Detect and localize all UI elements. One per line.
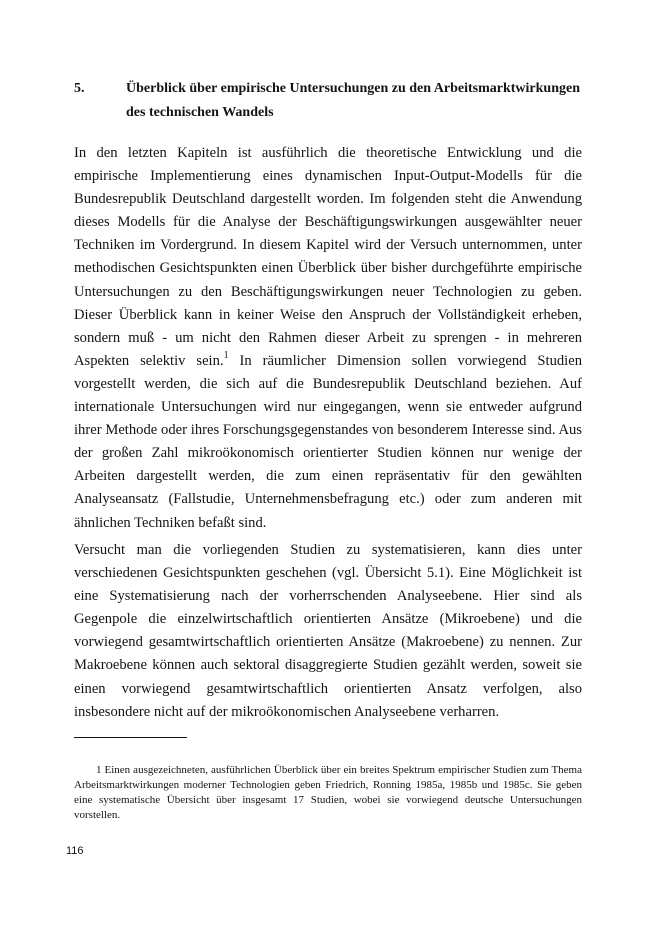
body-paragraph-1	[74, 142, 582, 535]
footnote-mark: 1	[96, 764, 102, 776]
footnote-text: Einen ausgezeichneten, ausführlichen Überblick über ein breites Spektrum empirischer Studien zum Thema Arbeitsmarktwirkungen moderner Technologien geben Friedrich, Ronning 1985a, 1985b und 1985c. Sie geben eine systematische Übersicht über insgesamt 17 Studien, wobei sie vorwiegend deutsche Untersuchungen vorstellen.	[74, 764, 582, 821]
page-number: 116	[66, 845, 84, 857]
paragraph-1-text-b: In räumlicher Dimension sollen vorwiegend Studien vorgestellt werden, die sich auf die Bundesrepublik Deutschland beziehen. Auf internationale Untersuchungen wird nur eingegangen, wenn sie entweder aufgrund ihrer Methode oder ihres Forschungsgegenstandes von besonderem Interesse sind. Aus der großen Zahl mikroökonomisch orientierter Studien können nur wenige der Arbeiten dargestellt werden, die zum einen repräsentativ für den gewählten Analyseansatz (Fallstudie, Unternehmensbefragung etc.) oder zum anderen mit ähnlichen Techniken befaßt sind.	[74, 352, 582, 531]
footnote-separator	[74, 737, 187, 738]
body-paragraph-2: Versucht man die vorliegenden Studien zu systematisieren, kann dies unter verschiedenen Gesichtspunkten geschehen (vgl. Übersicht 5.1). Eine Möglichkeit ist eine Systematisierung nach der vorherrschenden Analyseebene. Hier sind als Gegenpole die einzelwirtschaftlich orientierten Ansätze (Mikroebene) und die vorwiegend gesamtwirtschaftlich orientierten Ansätze (Makroebene) zu nennen. Zur Makroebene können auch sektoral disaggregierte Studien gezählt werden, soweit sie einen vorwiegend gesamtwirtschaftlich orientierten Ansatz verfolgen, also insbesondere nicht auf der mikroökonomischen Analyseebene verharren.	[74, 542, 582, 720]
footnote	[74, 763, 582, 823]
footnote-reference: 1	[223, 349, 229, 361]
section-number: 5.	[74, 81, 85, 96]
paragraph-1-text-a: In den letzten Kapiteln ist ausführlich die theoretische Entwicklung und die empirische Implementierung eines dynamischen Input-Output-Modells für die Bundesrepublik Deutschland dargestellt worden. Im folgenden steht die Anwendung dieses Modells für die Analyse der Beschäftigungswirkungen ausgewählter neuer Techniken im Vordergrund. In diesem Kapitel wird der Versuch unternommen, unter methodischen Gesichtspunkten einen Überblick über bisher durchgeführte empirische Untersuchungen zu den Beschäftigungswirkungen neuer Technologien zu geben. Dieser Überblick kann in keiner Weise den Anspruch der Vollständigkeit erheben, sondern muß - um nicht den Rahmen dieser Arbeit zu sprengen - in mehreren Aspekten selektiv sein.	[74, 145, 582, 369]
section-title: Überblick über empirische Untersuchungen zu den Arbeitsmarktwirkungen des technischen Wandels	[126, 81, 580, 120]
